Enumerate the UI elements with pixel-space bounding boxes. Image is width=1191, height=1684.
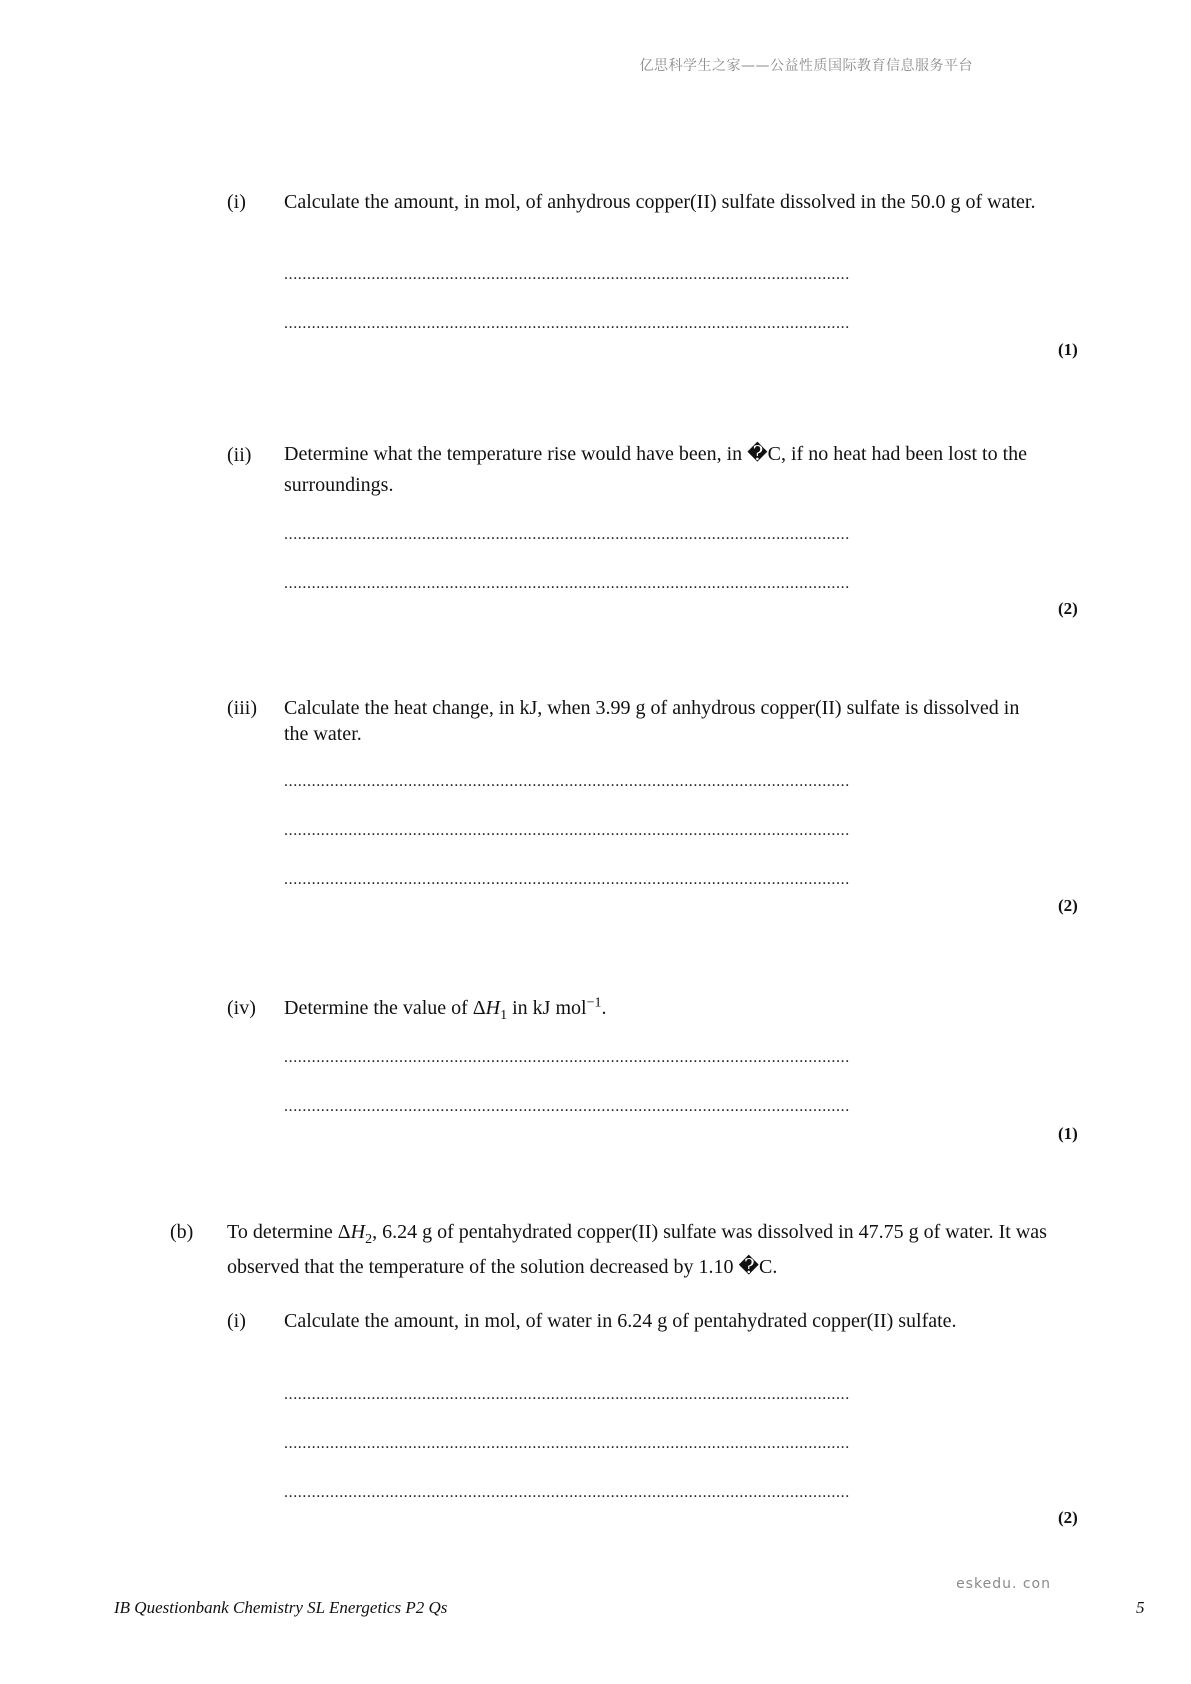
answer-line[interactable]: ...........................................................................................................................	[284, 266, 850, 283]
marks-a-iii: (2)	[1058, 896, 1078, 915]
answer-line[interactable]: ...........................................................................................................................	[284, 773, 850, 790]
footer-site-watermark: eskedu. con	[956, 1576, 1051, 1592]
question-b-i-label: (i)	[227, 1310, 246, 1332]
question-b-label: (b)	[170, 1221, 194, 1243]
question-a-iii-text: Calculate the heat change, in kJ, when 3.99 g of anhydrous copper(II) sulfate is dissolved in the water.	[284, 697, 1020, 745]
question-a-iv-text: Determine the value of $\Delta H_1$ in kJ mol$^{-1}$.	[284, 995, 607, 1023]
question-a-ii-text: Determine what the temperature rise would have been, in �C, if no heat had been lost to the surroundings.	[284, 443, 1028, 496]
answer-line[interactable]: ...........................................................................................................................	[284, 315, 850, 332]
marks-a-iv: (1)	[1058, 1124, 1078, 1143]
answer-line[interactable]: ...........................................................................................................................	[284, 526, 850, 543]
question-a-iii-label: (iii)	[227, 697, 257, 719]
marks-a-ii: (2)	[1058, 599, 1078, 618]
question-a-iv-label: (iv)	[227, 997, 256, 1019]
answer-line[interactable]: ...........................................................................................................................	[284, 1386, 850, 1403]
footer-title: IB Questionbank Chemistry SL Energetics P2 Qs	[114, 1598, 448, 1617]
answer-line[interactable]: ...........................................................................................................................	[284, 1484, 850, 1501]
marks-a-i: (1)	[1058, 340, 1078, 359]
question-a-i-text: Calculate the amount, in mol, of anhydrous copper(II) sulfate dissolved in the 50.0 g of water.	[284, 191, 1036, 213]
question-b-i-text: Calculate the amount, in mol, of water in 6.24 g of pentahydrated copper(II) sulfate.	[284, 1310, 957, 1332]
question-b-intro: To determine $\Delta H_2$, 6.24 g of pentahydrated copper(II) sulfate was dissolved in 47.75 g of water. It was observed that the temperature of the solution decreased by 1.10 �C.	[227, 1221, 1047, 1278]
page-number: 5	[1136, 1598, 1145, 1617]
answer-line[interactable]: ...........................................................................................................................	[284, 871, 850, 888]
answer-line[interactable]: ...........................................................................................................................	[284, 1098, 850, 1115]
answer-line[interactable]: ...........................................................................................................................	[284, 575, 850, 592]
question-a-ii-label: (ii)	[227, 444, 252, 466]
answer-line[interactable]: ...........................................................................................................................	[284, 822, 850, 839]
marks-b-i: (2)	[1058, 1508, 1078, 1527]
header-site-note: 亿思科学生之家——公益性质国际教育信息服务平台	[639, 58, 973, 74]
answer-line[interactable]: ...........................................................................................................................	[284, 1049, 850, 1066]
question-a-i-label: (i)	[227, 191, 246, 213]
answer-line[interactable]: ...........................................................................................................................	[284, 1435, 850, 1452]
